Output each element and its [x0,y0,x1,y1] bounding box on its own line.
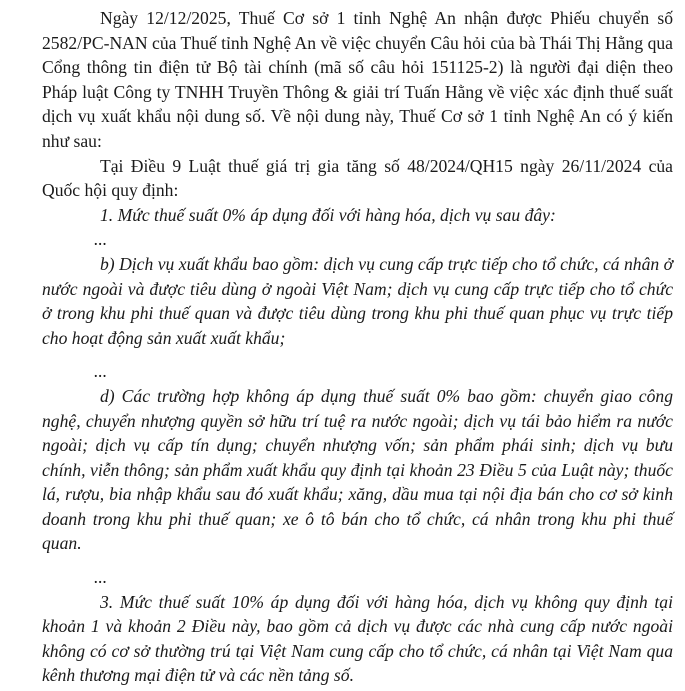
paragraph-gap [42,556,673,565]
clause-3-paragraph: 3. Mức thuế suất 10% áp dụng đối với hàng hóa, dịch vụ không quy định tại khoản 1 và khoản 2 Điều này, bao gồm cả dịch vụ được các nhà cung cấp nước ngoài không có cơ sở thường trú tại Việt Nam cung cấp cho tổ chức, cá nhân tại Việt Nam qua kênh thương mại điện tử và các nền tảng số. [42,591,673,686]
ellipsis-2: ... [94,361,108,382]
clause-1-heading: 1. Mức thuế suất 0% áp dụng đối với hàng hóa, dịch vụ sau đây: [100,204,556,225]
paragraph-gap [42,350,673,359]
clause-b-paragraph: b) Dịch vụ xuất khẩu bao gồm: dịch vụ cung cấp trực tiếp cho tổ chức, cá nhân ở nước ngoài và được tiêu dùng ở ngoài Việt Nam; dịch vụ cung cấp trực tiếp cho tổ chức ở trong khu phi thuế quan và được tiêu dùng trong khu phi thuế quan phục vụ trực tiếp cho hoạt động sản xuất xuất khẩu; [42,253,673,348]
clause-d-paragraph: d) Các trường hợp không áp dụng thuế suất 0% bao gồm: chuyển giao công nghệ, chuyển nhượng quyền sở hữu trí tuệ ra nước ngoài; dịch vụ tái bảo hiểm ra nước ngoài; dịch vụ cấp tín dụng; chuyển nhượng vốn; sản phẩm phái sinh; dịch vụ bưu chính, viễn thông; sản phẩm xuất khẩu quy định tại khoản 23 Điều 5 của Luật này; thuốc lá, rượu, bia nhập khẩu sau đó xuất khẩu; xăng, dầu mua tại nội địa bán cho cơ sở kinh doanh trong khu phi thuế quan; xe ô tô bán cho tổ chức, cá nhân trong khu phi thuế quan. [42,385,673,554]
law-reference-paragraph: Tại Điều 9 Luật thuế giá trị gia tăng số 48/2024/QH15 ngày 26/11/2024 của Quốc hội quy định: [42,155,673,201]
ellipsis-3: ... [94,567,108,588]
ellipsis-1: ... [94,229,108,250]
intro-paragraph: Ngày 12/12/2025, Thuế Cơ sở 1 tỉnh Nghệ An nhận được Phiếu chuyển số 2582/PC-NAN của Thuế tỉnh Nghệ An về việc chuyển Câu hỏi của bà Thái Thị Hằng qua Cổng thông tin điện tử Bộ tài chính (mã số câu hỏi 151125-2) là người đại diện theo Pháp luật Công ty TNHH Truyền Thông & giải trí Tuấn Hằng về việc xác định thuế suất dịch vụ xuất khẩu nội dung số. Về nội dung này, Thuế Cơ sở 1 tỉnh Nghệ An có ý kiến như sau: [42,8,673,151]
